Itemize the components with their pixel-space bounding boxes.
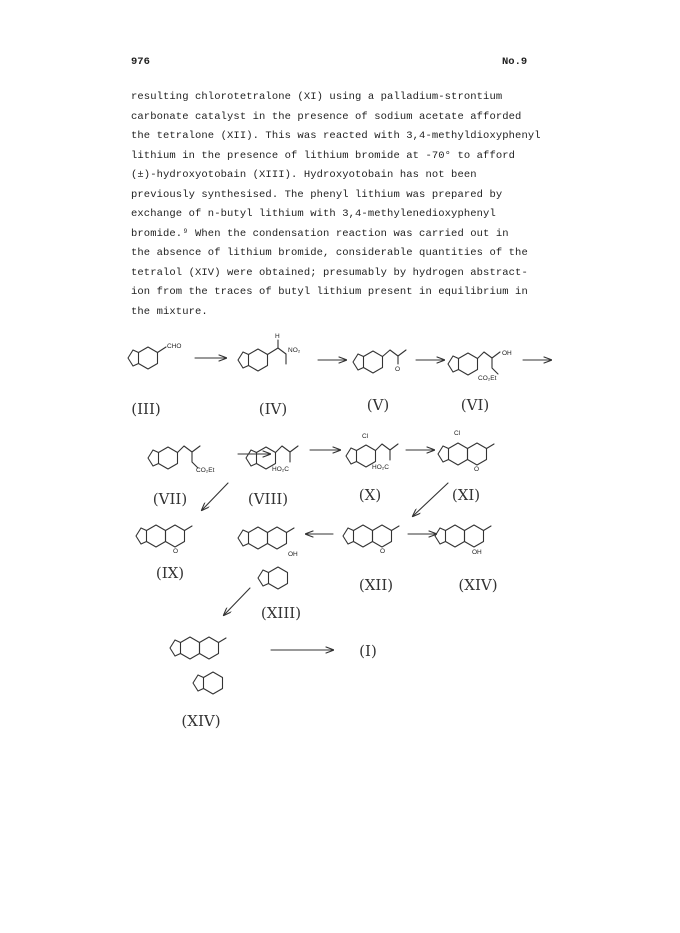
atom-label: CO₂Et: [478, 375, 497, 382]
label-iv: (IV): [258, 400, 288, 418]
atom-label: Cl: [362, 433, 369, 440]
label-v: (V): [366, 396, 390, 414]
body-line: the absence of lithium bromide, considerable quantities of the: [131, 247, 528, 259]
label-xii: (XII): [358, 576, 394, 594]
body-line: the tetralone (XII). This was reacted with 3,4-methyldioxyphenyl: [131, 130, 541, 142]
reaction-arrow: [202, 483, 228, 510]
atom-label: O: [380, 548, 386, 555]
compound-v: [353, 350, 406, 373]
atom-label: NO₂: [288, 347, 301, 354]
body-paragraph: [131, 88, 551, 322]
atom-label: O: [395, 366, 401, 373]
body-line: carbonate catalyst in the presence of sodium acetate afforded: [131, 110, 522, 123]
body-line: (±)-hydroxyotobain (XIII). Hydroxyotobain has not been: [131, 169, 477, 181]
reaction-arrow: [224, 588, 250, 615]
body-line: the mixture.: [131, 305, 208, 318]
label-viii: (VIII): [247, 490, 289, 508]
body-line: lithium in the presence of lithium bromide at -70° to afford: [131, 149, 516, 162]
compound-xii: [343, 525, 399, 555]
atom-label: O: [474, 466, 480, 473]
label-ix: (IX): [155, 564, 185, 582]
compound-x: [346, 433, 398, 471]
body-line: ion from the traces of butyl lithium present in equilibrium in: [131, 286, 528, 298]
atom-label: H: [275, 333, 280, 340]
issue-number: No.9: [502, 56, 528, 68]
compound-xiii: [238, 527, 298, 589]
atom-label: OH: [288, 551, 298, 558]
atom-label: OH: [472, 549, 482, 556]
body-line: bromide.⁹ When the condensation reaction was carried out in: [131, 227, 509, 240]
atom-label: CO₂Et: [196, 467, 215, 474]
compound-vii: [148, 446, 215, 474]
label-xi: (XI): [451, 486, 481, 504]
compound-ix: [136, 525, 192, 555]
atom-label: HO₂C: [372, 464, 389, 471]
label-target: (I): [359, 642, 377, 660]
compound-xiv-a: [435, 525, 491, 556]
label-iii: (III): [131, 400, 161, 418]
body-line: exchange of n-butyl lithium with 3,4-methylenedioxyphenyl: [131, 208, 496, 220]
compound-vi: [448, 350, 512, 382]
compound-iv: [238, 333, 301, 371]
atom-label: O: [173, 548, 179, 555]
compound-xi: [438, 430, 494, 473]
page-number: 976: [131, 56, 150, 68]
atom-label: Cl: [454, 430, 461, 437]
label-vi: (VI): [460, 396, 490, 414]
label-xiv-a: (XIV): [458, 576, 498, 594]
reaction-scheme: [118, 333, 568, 738]
reaction-arrow: [413, 483, 448, 516]
body-line: resulting chlorotetralone (XI) using a palladium-strontium: [131, 91, 503, 103]
body-line: previously synthesised. The phenyl lithium was prepared by: [131, 188, 503, 201]
label-x: (X): [358, 486, 382, 504]
body-line: tetralol (XIV) were obtained; presumably by hydrogen abstract-: [131, 266, 528, 279]
label-xiii: (XIII): [260, 604, 302, 622]
label-vii: (VII): [152, 490, 188, 508]
compound-iii: [128, 343, 181, 369]
atom-label: CHO: [167, 343, 182, 350]
label-xiv-b: (XIV): [181, 712, 221, 730]
atom-label: HO₂C: [272, 466, 289, 473]
compound-viii: [246, 446, 298, 473]
compound-xiv-b: [170, 637, 226, 694]
atom-label: OH: [502, 350, 512, 357]
